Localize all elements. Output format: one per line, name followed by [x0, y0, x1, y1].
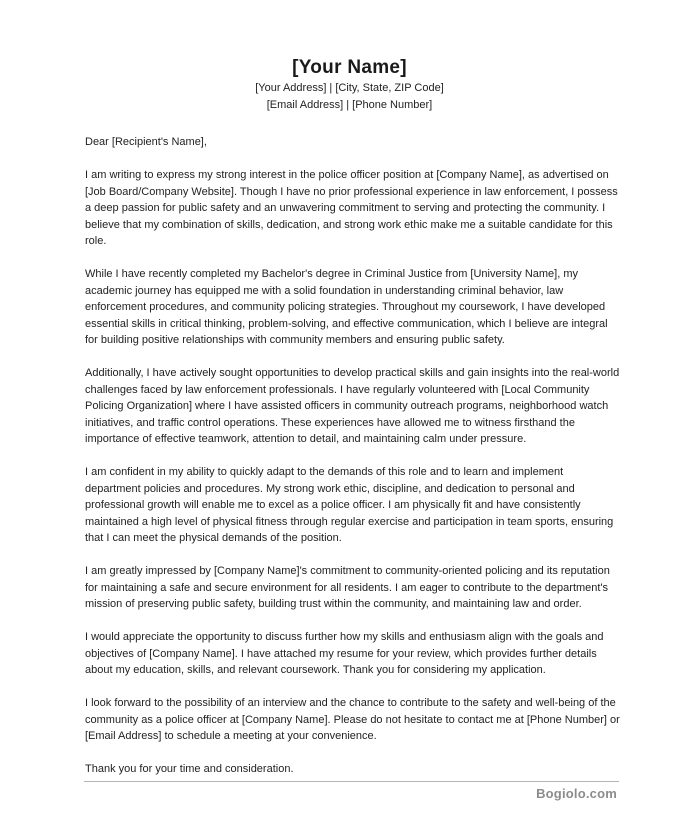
paragraph-education: While I have recently completed my Bachelor's degree in Criminal Justice from [University Name], my academic journey has equipped me with a solid foundation in understanding criminal behavior, law enforcement procedures, and community policing strategies. Throughout my coursework, I have developed essential skills in critical thinking, problem-solving, and effective communication, which I believe are integral for building positive relationships with community members and ensuring public safety.: [85, 268, 608, 346]
address-line: [Your Address] | [City, State, ZIP Code]: [255, 82, 444, 94]
paragraph-followup: I look forward to the possibility of an interview and the chance to contribute to the safety and well-being of the community as a police officer at [Company Name]. Please do not hesitate to contact me at [Phone Number] or [Email Address] to schedule a meeting at your convenience.: [85, 697, 620, 742]
paragraph-appreciation: I would appreciate the opportunity to discuss further how my skills and enthusiasm align with the goals and objectives of [Company Name]. I have attached my resume for your review, which provides further details about my education, skills, and relevant coursework. Thank you for considering my application.: [85, 631, 604, 676]
contact-line: [Email Address] | [Phone Number]: [266, 99, 433, 111]
brand-watermark: Bogiolo.com: [536, 786, 617, 801]
footer-divider: [84, 781, 619, 782]
paragraph-company: I am greatly impressed by [Company Name]'s commitment to community-oriented policing and its reputation for maintaining a safe and secure environment for all residents. I am eager to contribute to the department's mission of preserving public safety, building trust within the community, and maintaining law and order.: [85, 565, 610, 610]
letter-header: [0, 56, 699, 114]
paragraph-intro: I am writing to express my strong interest in the police officer position at [Company Name], as advertised on [Job Board/Company Website]. Though I have no prior professional experience in law enforcement, I possess a deep passion for public safety and an unwavering commitment to serving and protecting the community. I believe that my combination of skills, dedication, and strong work ethic make me a suitable candidate for this role.: [85, 169, 618, 247]
salutation: Dear [Recipient's Name],: [85, 136, 207, 148]
paragraph-experience: Additionally, I have actively sought opportunities to develop practical skills and gain insights into the real-world challenges faced by law enforcement professionals. I have regularly volunteered with [Local Community Policing Organization] where I have assisted officers in community outreach programs, neighborhood watch initiatives, and traffic control operations. These experiences have allowed me to witness firsthand the importance of effective teamwork, attention to detail, and maintaining calm under pressure.: [85, 367, 620, 445]
closing-line: Thank you for your time and consideration.: [85, 763, 294, 775]
applicant-name: [Your Name]: [292, 57, 407, 78]
letter-body: [85, 134, 620, 778]
paragraph-abilities: I am confident in my ability to quickly adapt to the demands of this role and to learn and implement department policies and procedures. My strong work ethic, discipline, and dedication to personal and professional growth will enable me to excel as a police officer. I am physically fit and have consistently maintained a high level of physical fitness through regular exercise and participation in team sports, ensuring that I can meet the physical demands of the position.: [85, 466, 614, 544]
